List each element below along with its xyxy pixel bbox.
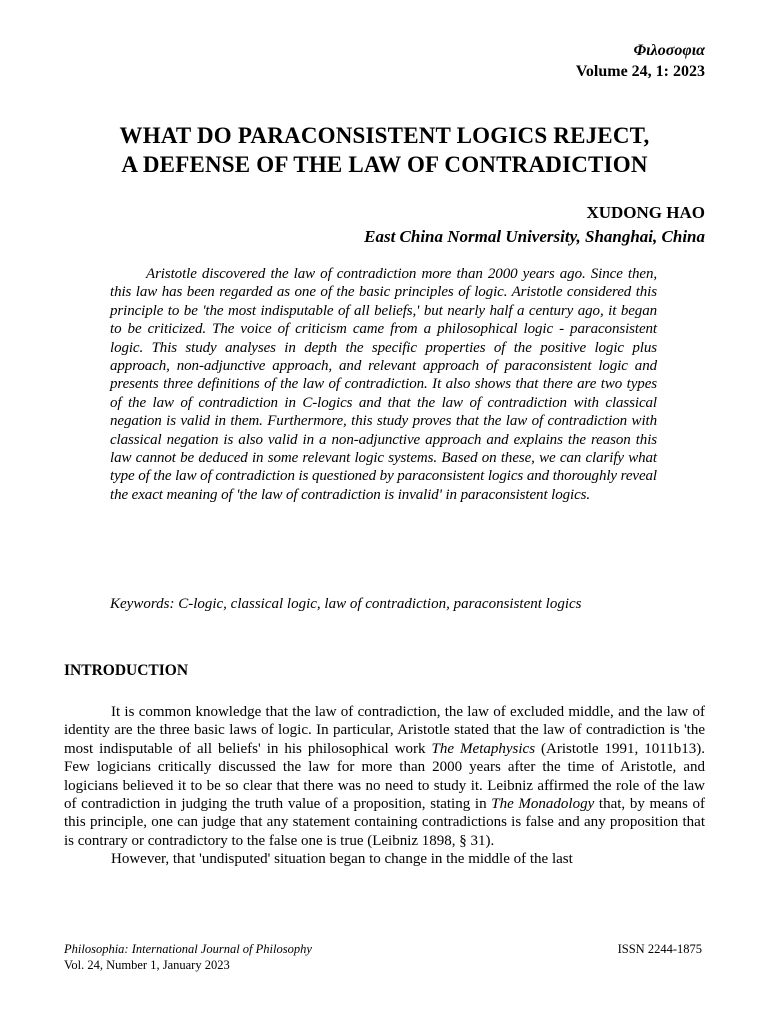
author-name: XUDONG HAO bbox=[586, 203, 705, 222]
article-title bbox=[64, 121, 705, 179]
title-line-2: A DEFENSE OF THE LAW OF CONTRADICTION bbox=[121, 152, 648, 177]
footer-issue-info: Vol. 24, Number 1, January 2023 bbox=[64, 958, 230, 972]
journal-name: Φιλοσοφια bbox=[633, 42, 705, 59]
work-title: The Monadology bbox=[491, 796, 595, 813]
volume-info: Volume 24, 1: 2023 bbox=[575, 63, 705, 80]
body-text bbox=[64, 703, 705, 869]
paragraph-text: (Aristotle 1991, 1011b13). Few logicians critically discussed the law for more than 2000 years after the time of Aristotle, and logicians believed it to be so clear that there was no need to study it. Leibniz affirmed the role of the law of contradiction in judging the truth value of a proposition, stating in bbox=[64, 740, 705, 813]
paragraph-text: that, by means of this principle, one can judge that any statement containing contradictions is false and any proposition that is contrary or contradictory to the false one is true (Leibniz 1898, § 31). bbox=[64, 796, 705, 849]
footer-journal-name: Philosophia: International Journal of Philosophy bbox=[64, 942, 312, 956]
footer-issn: ISSN 2244-1875 bbox=[617, 942, 702, 956]
author-affiliation: East China Normal University, Shanghai, China bbox=[364, 227, 705, 246]
abstract: Aristotle discovered the law of contradiction more than 2000 years ago. Since then, this law has been regarded as one of the basic principles of logic. Aristotle considered this principle to be 'the most indisputable of all beliefs,' but nearly half a century ago, it began to be criticized. The voice of criticism came from a philosophical logic - paraconsistent logic. This study analyses in depth the specific properties of the positive logic plus approach, non-adjunctive approach, and relevant approach of paraconsistent logic and presents three definitions of the law of contradiction. It also shows that there are two types of the law of contradiction in C-logics and that the law of contradiction with classical negation is valid in them. Furthermore, this study proves that the law of contradiction with classical negation is also valid in a non-adjunctive approach and explains the reason this law cannot be deduced in some relevant logic systems. Based on these, we can clarify what type of the law of contradiction is questioned by paraconsistent logics and thoroughly reveal the exact meaning of 'the law of contradiction is invalid' in paraconsistent logics. bbox=[110, 266, 657, 503]
paragraph: However, that 'undisputed' situation began to change in the middle of the last bbox=[111, 851, 573, 868]
work-title: The Metaphysics bbox=[431, 740, 536, 757]
paragraph bbox=[64, 703, 705, 850]
footer-citation bbox=[64, 941, 312, 973]
keywords: Keywords: C-logic, classical logic, law of contradiction, paraconsistent logics bbox=[110, 596, 582, 612]
title-line-1: WHAT DO PARACONSISTENT LOGICS REJECT, bbox=[119, 123, 650, 148]
paragraph-text: It is common knowledge that the law of contradiction, the law of excluded middle, and the law of identity are the three basic laws of logic. In particular, Aristotle stated that the law of contradiction is 'the most indisputable of all beliefs' in his philosophical work bbox=[64, 704, 705, 757]
section-heading-introduction: INTRODUCTION bbox=[64, 662, 189, 679]
